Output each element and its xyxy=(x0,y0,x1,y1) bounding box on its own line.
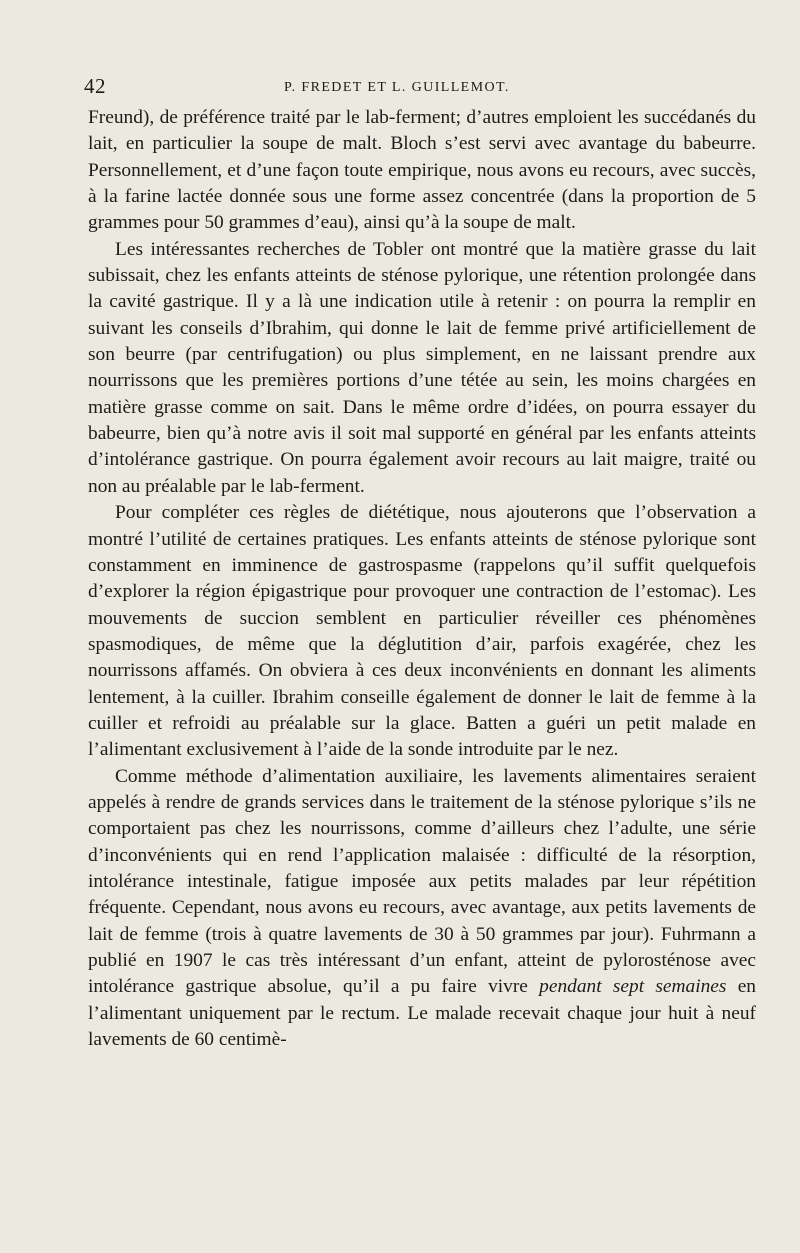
paragraph xyxy=(88,764,756,1054)
paragraph xyxy=(88,105,756,237)
paragraph-text: Comme méthode d’alimentation auxiliaire, les lavements alimentaires seraient appelés à rendre de grands services dans le traitement de la sténose pylorique s’ils ne comportaient pas chez les nourrissons, comme d’ailleurs chez l’adulte, une série d’inconvénients qui en rend l’application malaisée : difficulté de la résorption, intolérance intestinale, fatigue imposée aux petits malades par leur répétition fréquente. Cependant, nous avons eu recours, avec avantage, aux petits lavements de lait de femme (trois à quatre lavements de 30 à 50 grammes par jour). Fuhrmann a publié en 1907 le cas très intéressant d’un enfant, atteint de pylorosténose avec intolérance gastrique absolue, qu’il a pu faire vivre xyxy=(88,765,756,998)
paragraph-text: Freund), de préférence traité par le lab-ferment; d’autres emploient les succédanés du lait, en particulier la soupe de malt. Bloch s’est servi avec avantage du babeurre. Personnellement, et d’une façon toute empirique, nous avons eu recours, avec succès, à la farine lactée donnée sous une forme assez concentrée (dans la proportion de 5 grammes pour 50 grammes d’eau), ainsi qu’à la soupe de malt. xyxy=(88,107,756,234)
paragraph-text: en l’alimentant uniquement par le rectum. Le malade recevait chaque jour huit à neuf lavements de 60 centimè- xyxy=(88,976,756,1051)
running-head: P. FREDET ET L. GUILLEMOT. xyxy=(284,80,510,95)
italic-phrase: pendant sept semaines xyxy=(539,976,727,998)
paragraph xyxy=(88,500,756,763)
page-header xyxy=(84,74,764,102)
body-text xyxy=(88,105,756,1053)
paragraph xyxy=(88,237,756,500)
paragraph-text: Les intéressantes recherches de Tobler ont montré que la matière grasse du lait subissait, chez les enfants atteints de sténose pylorique, une rétention prolongée dans la cavité gastrique. Il y a là une indication utile à retenir : on pourra la remplir en suivant les conseils d’Ibrahim, qui donne le lait de femme privé artificiellement de son beurre (par centrifugation) ou plus simplement, en ne laissant prendre aux nourrissons que les premières portions d’une tétée au sein, les moins chargées en matière grasse comme on sait. Dans le même ordre d’idées, on pourra essayer du babeurre, bien qu’à notre avis il soit mal supporté en général par les enfants atteints d’intolérance gastrique. On pourra également avoir recours au lait maigre, traité ou non au préalable par le lab-ferment. xyxy=(88,238,756,497)
paragraph-text: Pour compléter ces règles de diététique, nous ajouterons que l’observation a montré l’utilité de certaines pratiques. Les enfants atteints de sténose pylorique sont constamment en imminence de gastrospasme (rappelons qu’il suffit quelquefois d’explorer la région épigastrique pour provoquer une contraction de l’estomac). Les mouvements de succion semblent en particulier réveiller ces phénomènes spasmodiques, de même que la déglutition d’air, parfois exagérée, chez les nourrissons affamés. On obviera à ces deux inconvénients en donnant les aliments lentement, à la cuiller. Ibrahim conseille également de donner le lait de femme à la cuiller et refroidi au préalable sur la glace. Batten a guéri un petit malade en l’alimentant exclusivement à l’aide de la sonde introduite par le nez. xyxy=(88,502,756,761)
page-number: 42 xyxy=(84,74,106,98)
